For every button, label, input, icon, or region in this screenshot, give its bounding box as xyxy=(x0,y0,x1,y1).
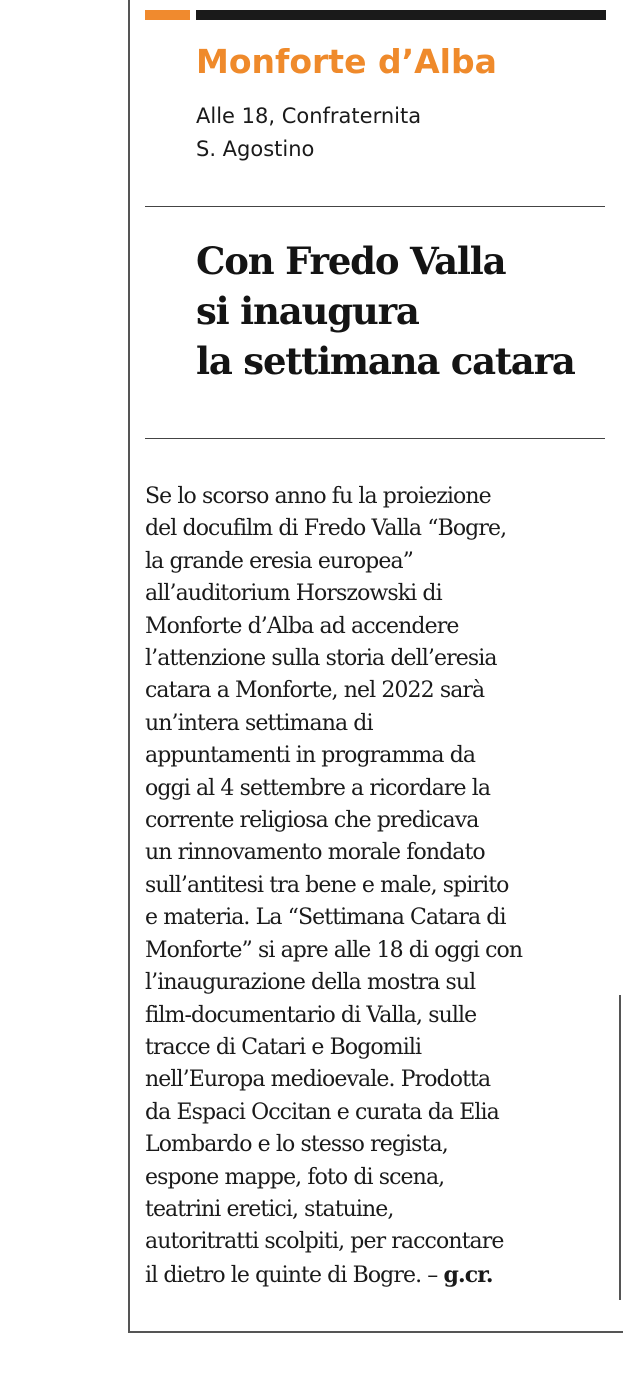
body-line: sull’antitesi tra bene e male, spirito xyxy=(145,872,509,898)
body-line-last xyxy=(145,1259,610,1292)
headline-line: Con Fredo Valla xyxy=(196,239,506,283)
body-line: nell’Europa medioevale. Prodotta xyxy=(145,1067,491,1093)
headline-line: si inaugura xyxy=(196,289,419,333)
body-line: un rinnovamento morale fondato xyxy=(145,840,485,866)
column-frame-left xyxy=(128,0,130,1333)
body-line: all’auditorium Horszowski di xyxy=(145,581,442,607)
body-line: l’attenzione sulla storia dell’eresia xyxy=(145,646,497,672)
divider xyxy=(145,206,605,207)
body-line: l’inaugurazione della mostra sul xyxy=(145,970,476,996)
author-byline: g.cr. xyxy=(443,1261,493,1288)
body-line: film-documentario di Valla, sulle xyxy=(145,1002,477,1028)
event-info-line: Alle 18, Confraternita xyxy=(196,104,422,128)
body-line: da Espaci Occitan e curata da Elia xyxy=(145,1099,499,1125)
divider xyxy=(145,438,605,439)
body-line: catara a Monforte, nel 2022 sarà xyxy=(145,678,485,704)
event-info-line: S. Agostino xyxy=(196,137,315,161)
body-line: un’intera settimana di xyxy=(145,710,373,736)
body-line: Lombardo e lo stesso regista, xyxy=(145,1132,448,1158)
column-frame-right xyxy=(619,995,621,1300)
column-frame-bottom xyxy=(128,1331,623,1333)
body-line: autoritratti scolpiti, per raccontare xyxy=(145,1229,504,1255)
body-line: Monforte” si apre alle 18 di oggi con xyxy=(145,937,523,963)
body-line: Monforte d’Alba ad accendere xyxy=(145,613,459,639)
body-line: e materia. La “Settimana Catara di xyxy=(145,905,506,931)
body-line: teatrini eretici, statuine, xyxy=(145,1196,394,1222)
headline xyxy=(196,236,606,386)
body-line: oggi al 4 settembre a ricordare la xyxy=(145,775,491,801)
body-line: del docufilm di Fredo Valla “Bogre, xyxy=(145,516,507,542)
body-line: appuntamenti in programma da xyxy=(145,743,476,769)
body-line: espone mappe, foto di scena, xyxy=(145,1164,445,1190)
body-line: corrente religiosa che predicava xyxy=(145,808,479,834)
body-last-text: il dietro le quinte di Bogre. – xyxy=(145,1262,444,1288)
top-rule-accent xyxy=(145,10,190,20)
location-title: Monforte d’Alba xyxy=(196,42,497,81)
article-body xyxy=(145,481,610,1292)
top-rule-dark xyxy=(196,10,606,20)
event-info xyxy=(196,100,596,166)
body-line: Se lo scorso anno fu la proiezione xyxy=(145,484,491,509)
headline-line: la settimana catara xyxy=(196,339,575,383)
body-line: la grande eresia europea” xyxy=(145,548,414,574)
body-line: tracce di Catari e Bogomili xyxy=(145,1034,422,1060)
